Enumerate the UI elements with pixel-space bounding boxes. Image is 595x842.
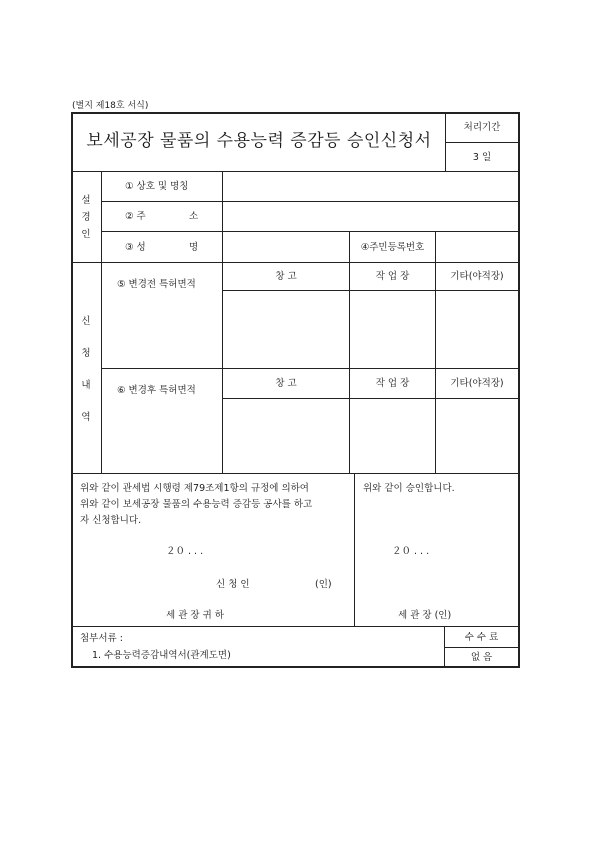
before-workplace-field[interactable] — [350, 291, 434, 367]
processing-divider — [445, 142, 518, 143]
details-side-char-4: 역 — [81, 412, 91, 423]
applicant-side-char-2: 경 — [81, 212, 91, 223]
before-warehouse-header: 창 고 — [275, 271, 297, 282]
statement-line-3: 자 신청합니다. — [80, 515, 142, 526]
before-after-divider — [101, 368, 520, 369]
applicant-side-char-1: 설 — [81, 195, 91, 206]
side-label-column-line — [101, 171, 102, 473]
page-title: 보세공장 물품의 수용능력 증감등 승인신청서 — [86, 131, 432, 151]
after-workplace-field[interactable] — [350, 399, 434, 472]
approval-text: 위와 같이 승인합니다. — [363, 483, 455, 494]
details-side-char-3: 내 — [81, 380, 91, 391]
table-border-left — [71, 112, 73, 668]
approval-signer: 세 관 장 (인) — [398, 610, 452, 621]
after-warehouse-header: 창 고 — [275, 378, 297, 389]
resident-number-field[interactable] — [436, 232, 517, 261]
fee-divider — [444, 647, 520, 648]
applicant-bottom-line — [71, 262, 520, 263]
company-name-label: ① 상호 및 명칭 — [125, 181, 189, 192]
before-workplace-header: 작 업 장 — [375, 271, 410, 282]
attachment-item-1: 1. 수용능력증감내역서(관계도면) — [92, 650, 231, 661]
statement-line-1: 위와 같이 관세법 시행령 제79조제1항의 규정에 의하여 — [80, 483, 309, 494]
after-other-field[interactable] — [436, 399, 517, 472]
table-border-bottom — [71, 666, 520, 668]
processing-period-label: 처리기간 — [463, 122, 501, 133]
address-field[interactable] — [223, 202, 517, 230]
before-other-header: 기타(야적장) — [450, 271, 504, 282]
table-border-top — [71, 112, 520, 114]
form-number: (별지 제18호 서식) — [72, 101, 149, 111]
applicant-seal: (인) — [315, 579, 332, 590]
statement-line-2: 위와 같이 보세공장 물품의 수용능력 증감등 공사를 하고 — [80, 499, 313, 510]
statement-approval-divider — [354, 473, 355, 626]
before-other-field[interactable] — [436, 291, 517, 367]
attachments-label: 첨부서류 : — [80, 633, 123, 644]
table-border-right — [518, 112, 520, 668]
addressee: 세 관 장 귀 하 — [166, 610, 224, 621]
applicant-side-char-3: 인 — [81, 229, 91, 240]
address-label-end: 소 — [189, 211, 199, 222]
details-side-char-1: 신 — [81, 316, 91, 327]
statement-bottom-line — [71, 626, 520, 627]
applicant-signature-label: 신 청 인 — [216, 579, 250, 590]
address-label-num: ② 주 — [125, 211, 146, 222]
after-other-header: 기타(야적장) — [450, 378, 504, 389]
application-date: ２０ . . . — [166, 546, 204, 557]
name-label-end: 명 — [189, 242, 199, 253]
fee-label: 수 수 료 — [464, 632, 499, 643]
company-name-field[interactable] — [223, 172, 517, 200]
before-warehouse-field[interactable] — [223, 291, 348, 367]
name-field[interactable] — [223, 232, 348, 261]
before-area-label: ⑤ 변경전 특허면적 — [117, 279, 196, 290]
after-warehouse-field[interactable] — [223, 399, 348, 472]
after-workplace-header: 작 업 장 — [375, 378, 410, 389]
processing-period-value: 3 일 — [472, 152, 492, 163]
details-bottom-line — [71, 473, 520, 474]
approval-date: ２０ . . . — [392, 546, 430, 557]
resident-number-label: ④주민등록번호 — [360, 242, 425, 253]
details-side-char-2: 청 — [81, 348, 91, 359]
fee-value: 없 음 — [470, 652, 493, 663]
after-area-label: ⑥ 변경후 특허면적 — [117, 385, 196, 396]
name-label-num: ③ 성 — [125, 242, 146, 253]
